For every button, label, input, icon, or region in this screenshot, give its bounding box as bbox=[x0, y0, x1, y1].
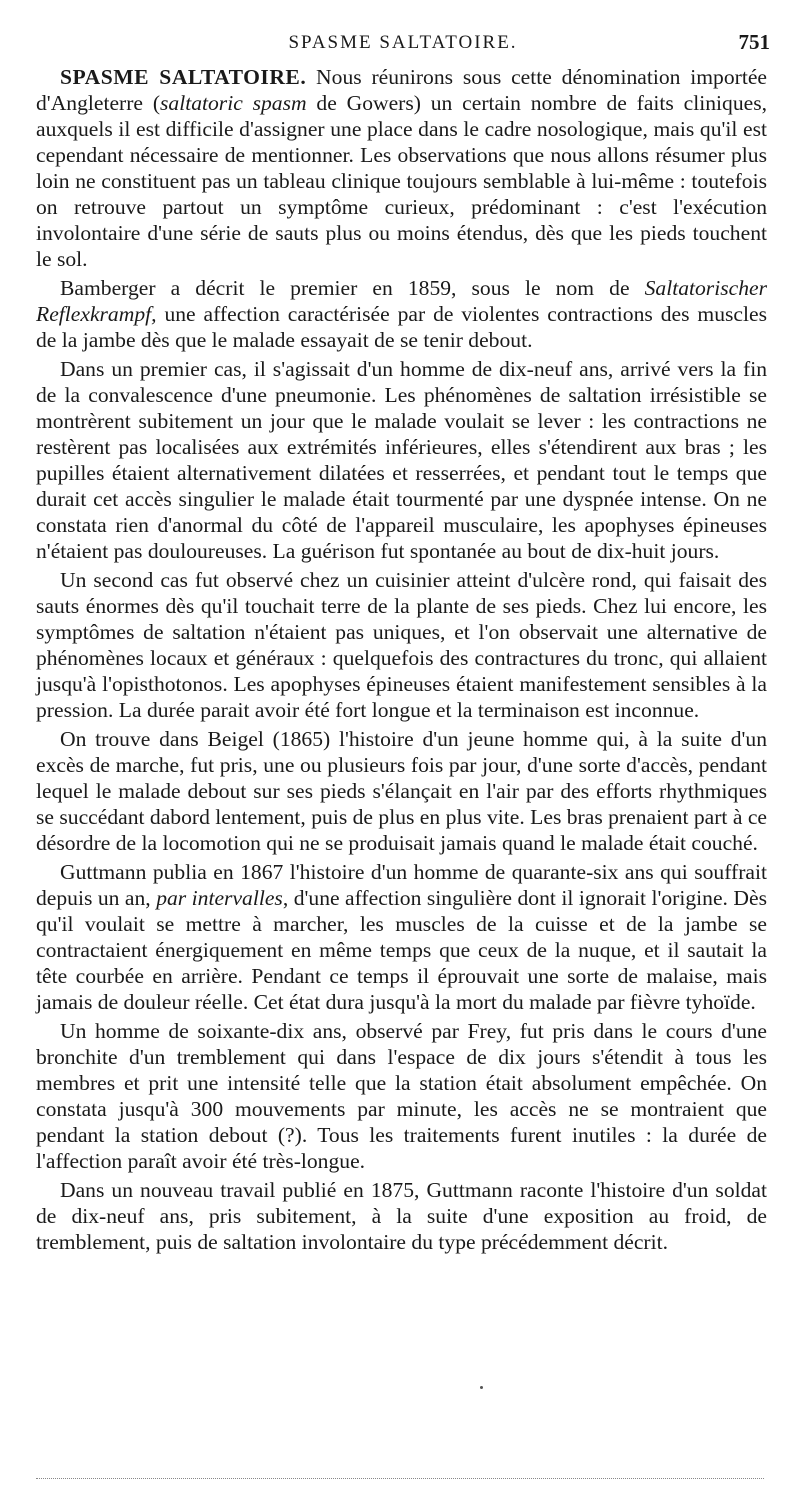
italic-run: Saltatorischer Reflexkrampf, bbox=[36, 276, 767, 326]
article-body bbox=[36, 64, 767, 1258]
paragraph bbox=[36, 859, 767, 1015]
paragraph bbox=[36, 567, 767, 723]
paragraph bbox=[36, 275, 767, 353]
text-run: On trouve dans Beigel (1865) l'histoire d'un jeune homme qui, à la suite d'un excès de marche, fut pris, une ou plusieurs fois par jour, d'une sorte d'accès, pendant lequel le malade debout sur ses pieds s'élançait en l'air par des efforts rhythmiques se succédant dabord lentement, puis de plus en plus vite. Les bras prenaient part à ce désordre de la locomotion qui ne se produisait jamais quand le malade était couché. bbox=[36, 727, 767, 855]
running-head bbox=[36, 30, 770, 60]
footer-rule bbox=[36, 1478, 764, 1479]
text-run: Guttmann publia en 1867 l'histoire d'un homme de quarante-six ans qui souffrait depuis un an, bbox=[36, 860, 767, 910]
running-title: SPASME SALTATOIRE. bbox=[288, 32, 518, 53]
paragraph bbox=[36, 64, 767, 272]
paragraph bbox=[36, 726, 767, 856]
text-run: Bamberger a décrit le premier en 1859, sous le nom de bbox=[60, 276, 645, 300]
italic-run: saltatoric spasm bbox=[160, 91, 307, 115]
text-run: Nous réunirons sous cette dénomination importée d'Angleterre ( bbox=[36, 65, 767, 115]
text-run: Un second cas fut observé chez un cuisinier atteint d'ulcère rond, qui faisait des sauts énormes dès qu'il touchait terre de la plante de ses pieds. Chez lui encore, les symptômes de saltation n'étaient pas uniques, et l'on observait une alternative de phénomènes locaux et généraux : quelquefois des contractures du tronc, qui allaient jusqu'à l'opisthotonos. Les apophyses épineuses étaient manifestement sensibles à la pression. La durée parait avoir été fort longue et la terminaison est inconnue. bbox=[36, 568, 767, 722]
italic-run: par intervalles bbox=[156, 886, 283, 910]
text-run: de Gowers) un certain nombre de faits cliniques, auxquels il est difficile d'assigner une place dans le cadre nosologique, mais qu'il est cependant nécessaire de mentionner. Les observations que nous allons résumer plus loin ne constituent pas un tableau clinique toujours semblable à lui-même : toutefois on retrouve partout un symptôme curieux, prédominant : c'est l'exécution involontaire d'une série de sauts plus ou moins étendus, dès que les pieds touchent le sol. bbox=[36, 91, 767, 271]
text-run: Un homme de soixante-dix ans, observé par Frey, fut pris dans le cours d'une bronchite d'un tremblement qui dans l'espace de dix jours s'étendit à tous les membres et prit une intensité telle que la station était absolument empêchée. On constata jusqu'à 300 mouvements par minute, les accès ne se montraient que pendant la station debout (?). Tous les traitements furent inutiles : la durée de l'affection paraît avoir été très-longue. bbox=[36, 1019, 767, 1173]
page-number: 751 bbox=[738, 30, 770, 54]
section-heading: SPASME SALTATOIRE. bbox=[60, 65, 307, 89]
paragraph bbox=[36, 1177, 767, 1255]
text-run: , d'une affection singulière dont il ignorait l'origine. Dès qu'il voulait se mettre à marcher, les muscles de la cuisse et de la jambe se contractaient énergiquement en même temps que ceux de la nuque, et il sautait la tête courbée en arrière. Pendant ce temps il éprouvait une sorte de malaise, mais jamais de douleur réelle. Cet état dura jusqu'à la mort du malade par fièvre tyhoïde. bbox=[36, 886, 767, 1014]
text-run: Dans un nouveau travail publié en 1875, Guttmann raconte l'histoire d'un soldat de dix-neuf ans, pris subitement, à la suite d'une exposition au froid, de tremblement, puis de saltation involontaire du type précédemment décrit. bbox=[36, 1178, 767, 1254]
paragraph bbox=[36, 356, 767, 564]
text-run: une affection caractérisée par de violentes contractions des muscles de la jambe dès que le malade essayait de se tenir debout. bbox=[36, 302, 767, 352]
paragraph-text-1 bbox=[36, 65, 767, 271]
paragraph bbox=[36, 1018, 767, 1174]
printer-mark bbox=[480, 1386, 483, 1389]
text-run: Dans un premier cas, il s'agissait d'un homme de dix-neuf ans, arrivé vers la fin de la convalescence d'une pneumonie. Les phénomènes de saltation irrésistible se montrèrent subitement un jour que le malade voulait se lever : les contractions ne restèrent pas localisées aux extrémités inférieures, elles s'étendirent aux bras ; les pupilles étaient alternativement dilatées et resserrées, et pendant tout le temps que durait cet accès singulier le malade était tourmenté par une dyspnée intense. On ne constata rien d'anormal du côté de l'appareil musculaire, les apophyses épineuses n'étaient pas douloureuses. La guérison fut spontanée au bout de dix-huit jours. bbox=[36, 357, 767, 563]
